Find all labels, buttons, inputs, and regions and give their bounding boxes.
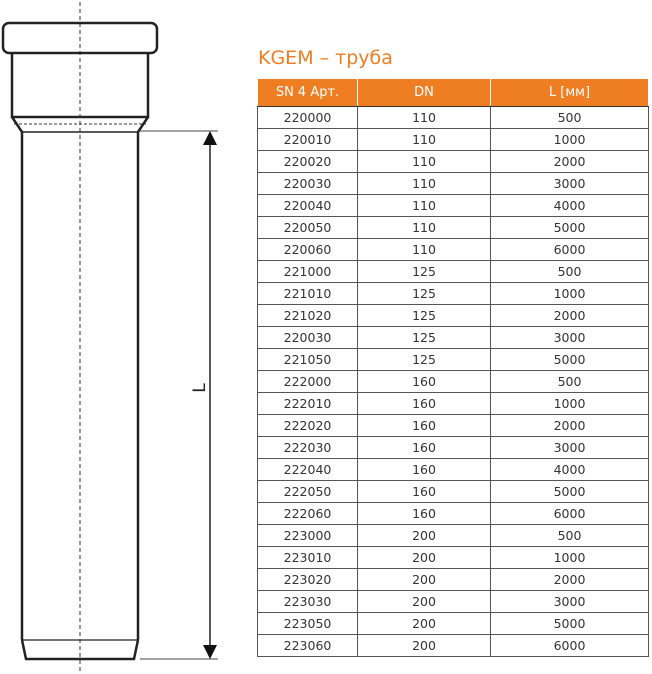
cell-article: 220030 xyxy=(258,327,358,349)
table-row xyxy=(258,283,649,305)
cell-dn: 110 xyxy=(358,129,491,151)
cell-article: 223010 xyxy=(258,547,358,569)
table-row xyxy=(258,635,649,657)
cell-dn: 125 xyxy=(358,349,491,371)
cell-article: 223050 xyxy=(258,613,358,635)
cell-dn: 125 xyxy=(358,327,491,349)
cell-length: 500 xyxy=(491,107,649,129)
table-row xyxy=(258,261,649,283)
cell-length: 500 xyxy=(491,261,649,283)
table-row xyxy=(258,437,649,459)
cell-article: 221010 xyxy=(258,283,358,305)
table-row xyxy=(258,569,649,591)
cell-article: 220040 xyxy=(258,195,358,217)
table-row xyxy=(258,239,649,261)
cell-article: 220020 xyxy=(258,151,358,173)
table-header-row xyxy=(258,79,649,107)
cell-length: 2000 xyxy=(491,569,649,591)
cell-length: 4000 xyxy=(491,459,649,481)
cell-dn: 160 xyxy=(358,481,491,503)
cell-length: 2000 xyxy=(491,305,649,327)
cell-dn: 200 xyxy=(358,613,491,635)
dimension-arrow-top xyxy=(203,131,217,145)
table-row xyxy=(258,503,649,525)
cell-dn: 110 xyxy=(358,239,491,261)
table-row xyxy=(258,195,649,217)
cell-dn: 200 xyxy=(358,635,491,657)
table-row xyxy=(258,151,649,173)
header-article: SN 4 Арт. xyxy=(258,79,358,107)
cell-length: 3000 xyxy=(491,327,649,349)
cell-length: 4000 xyxy=(491,195,649,217)
cell-dn: 125 xyxy=(358,283,491,305)
cell-dn: 125 xyxy=(358,261,491,283)
cell-article: 223030 xyxy=(258,591,358,613)
cell-article: 220050 xyxy=(258,217,358,239)
cell-dn: 160 xyxy=(358,393,491,415)
cell-length: 5000 xyxy=(491,217,649,239)
cell-dn: 110 xyxy=(358,151,491,173)
cell-length: 6000 xyxy=(491,239,649,261)
cell-article: 223000 xyxy=(258,525,358,547)
table-body xyxy=(258,107,649,657)
cell-dn: 110 xyxy=(358,195,491,217)
table-row xyxy=(258,613,649,635)
dimension-label: L xyxy=(190,383,210,393)
table-row xyxy=(258,481,649,503)
cell-length: 2000 xyxy=(491,151,649,173)
cell-article: 220010 xyxy=(258,129,358,151)
cell-length: 6000 xyxy=(491,635,649,657)
cell-dn: 160 xyxy=(358,437,491,459)
cell-article: 222030 xyxy=(258,437,358,459)
cell-dn: 110 xyxy=(358,217,491,239)
cell-dn: 200 xyxy=(358,547,491,569)
cell-article: 222020 xyxy=(258,415,358,437)
table-row xyxy=(258,305,649,327)
table-row xyxy=(258,107,649,129)
cell-length: 5000 xyxy=(491,349,649,371)
dimension-arrow-bottom xyxy=(203,645,217,659)
cell-dn: 200 xyxy=(358,569,491,591)
table-row xyxy=(258,327,649,349)
cell-length: 3000 xyxy=(491,437,649,459)
cell-article: 222010 xyxy=(258,393,358,415)
pipe-drawing xyxy=(0,0,240,674)
table-row xyxy=(258,173,649,195)
cell-dn: 110 xyxy=(358,107,491,129)
cell-article: 223020 xyxy=(258,569,358,591)
cell-dn: 160 xyxy=(358,459,491,481)
table-row xyxy=(258,371,649,393)
table-row xyxy=(258,415,649,437)
cell-article: 223060 xyxy=(258,635,358,657)
cell-length: 1000 xyxy=(491,547,649,569)
cell-article: 220030 xyxy=(258,173,358,195)
cell-length: 3000 xyxy=(491,591,649,613)
cell-length: 5000 xyxy=(491,613,649,635)
cell-article: 222050 xyxy=(258,481,358,503)
cell-article: 221020 xyxy=(258,305,358,327)
cell-length: 1000 xyxy=(491,129,649,151)
cell-dn: 200 xyxy=(358,591,491,613)
cell-article: 222060 xyxy=(258,503,358,525)
table-row xyxy=(258,459,649,481)
cell-length: 3000 xyxy=(491,173,649,195)
table-title: KGEM – труба xyxy=(258,47,393,69)
cell-length: 2000 xyxy=(491,415,649,437)
table-row xyxy=(258,393,649,415)
cell-article: 220000 xyxy=(258,107,358,129)
table-row xyxy=(258,217,649,239)
cell-article: 222000 xyxy=(258,371,358,393)
table-row xyxy=(258,525,649,547)
cell-length: 1000 xyxy=(491,283,649,305)
table-row xyxy=(258,547,649,569)
cell-article: 222040 xyxy=(258,459,358,481)
cell-dn: 110 xyxy=(358,173,491,195)
cell-dn: 160 xyxy=(358,503,491,525)
cell-dn: 200 xyxy=(358,525,491,547)
cell-length: 1000 xyxy=(491,393,649,415)
cell-length: 5000 xyxy=(491,481,649,503)
header-dn: DN xyxy=(358,79,491,107)
cell-dn: 125 xyxy=(358,305,491,327)
cell-article: 221050 xyxy=(258,349,358,371)
table-row xyxy=(258,591,649,613)
header-length: L [мм] xyxy=(491,79,649,107)
cell-article: 221000 xyxy=(258,261,358,283)
cell-length: 500 xyxy=(491,525,649,547)
table-row xyxy=(258,349,649,371)
cell-length: 500 xyxy=(491,371,649,393)
cell-article: 220060 xyxy=(258,239,358,261)
cell-dn: 160 xyxy=(358,371,491,393)
spec-table xyxy=(257,78,649,657)
cell-length: 6000 xyxy=(491,503,649,525)
table-row xyxy=(258,129,649,151)
cell-dn: 160 xyxy=(358,415,491,437)
